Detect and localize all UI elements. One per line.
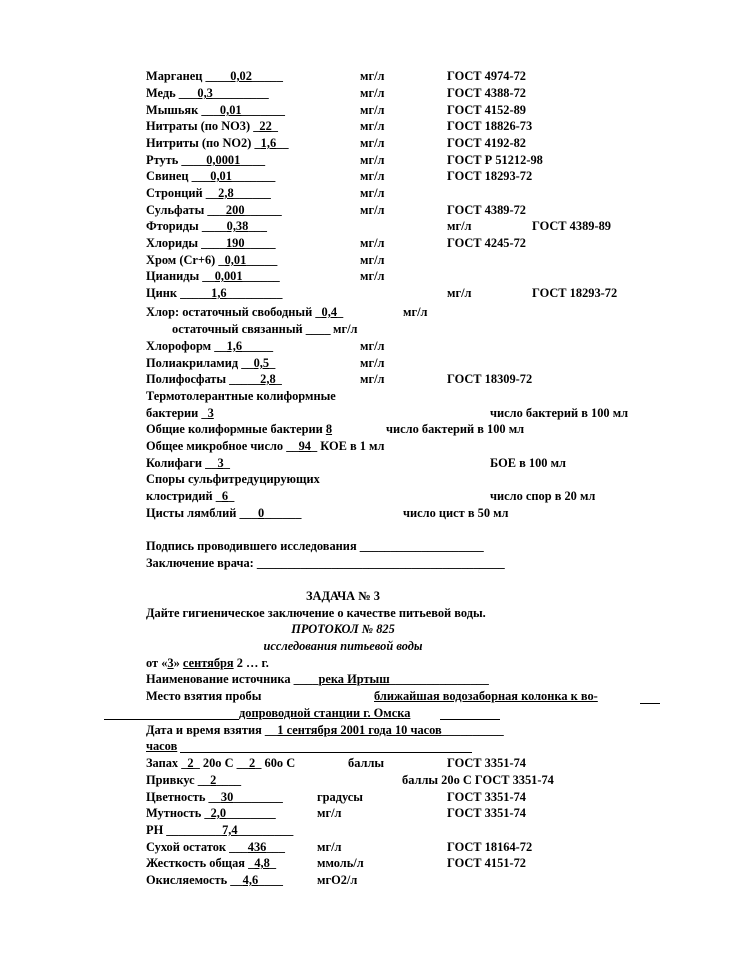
sample-datetime-cont: часов [146,739,178,753]
indicator-row: Нитраты (по NO3) _22_ [146,119,278,133]
indicator-unit: мг/л [360,372,385,386]
indicator-row: Сульфаты ___200______ [146,203,282,217]
hardness-row: Жесткость общая _4,8_ [146,856,277,870]
taste-unit: баллы 20о С ГОСТ 3351-74 [402,773,554,787]
indicator-row: Стронций __2,8______ [146,186,271,200]
spores-unit: число спор в 20 мл [490,489,596,503]
odor-unit: баллы [348,756,385,770]
indicator-unit: мг/л [360,86,385,100]
indicator-gost: ГОСТ 4152-89 [447,103,526,117]
indicator-gost: ГОСТ 4974-72 [447,69,526,83]
hardness-gost: ГОСТ 4151-72 [447,856,526,870]
indicator-gost: ГОСТ 4389-89 [532,219,611,233]
indicator-row: Мышьяк ___0,01_______ [146,103,285,117]
sample-place-value: ближайшая водозаборная колонка к во- [374,689,598,703]
indicator-unit: мг/л [360,169,385,183]
indicator-unit: мг/л [360,136,385,150]
indicator-row: Цинк _____1,6_________ [146,286,283,300]
indicator-unit: мг/л [447,219,472,233]
indicator-row: Хлороформ __1,6_____ [146,339,274,353]
turbidity-unit: мг/л [317,806,342,820]
indicator-row: Марганец ____0,02_____ [146,69,283,83]
sample-datetime-row: Дата и время взятия __1 сентября 2001 года 10 часов__________ [146,723,504,737]
total-coliform-row: Общие колиформные бактерии 8 [146,422,333,436]
oxidizability-unit: мгО2/л [317,873,358,887]
dry-residue-row: Сухой остаток ___436___ [146,840,285,854]
dry-residue-unit: мг/л [317,840,342,854]
indicator-row: Хлориды ____190_____ [146,236,276,250]
indicator-gost: ГОСТ Р 51212-98 [447,153,543,167]
total-coliform-unit: число бактерий в 100 мл [386,422,525,436]
sample-place-rule-start [104,719,239,720]
coliphage-row: Колифаги __3_ [146,456,230,470]
color-row: Цветность __30________ [146,790,283,804]
chlor-free-row: Хлор: остаточный свободный _0,4_ [146,305,344,319]
sample-place-rule-end [640,703,660,704]
dry-residue-gost: ГОСТ 18164-72 [447,840,533,854]
indicator-row: Фториды ____0,38___ [146,219,267,233]
spores-title: Споры сульфитредуцирующих [146,472,320,486]
indicator-gost: ГОСТ 18293-72 [532,286,618,300]
signature-label: Подпись проводившего исследования ____________________ [146,539,484,553]
indicator-gost: ГОСТ 18309-72 [447,372,533,386]
thermo-row: бактерии _3 [146,406,214,420]
indicator-gost: ГОСТ 4388-72 [447,86,526,100]
chlor-bound-unit: мг/л [333,322,358,336]
turbidity-row: Мутность _2,0________ [146,806,276,820]
indicator-row: Полифосфаты _____2,8_ [146,372,282,386]
sample-place-label: Место взятия пробы [146,689,262,703]
sample-place-rule-tail [440,719,500,720]
protocol-title: ПРОТОКОЛ № 825 [291,622,395,636]
indicator-row: Свинец ___0,01_______ [146,169,276,183]
sample-place-value-cont: допроводной станции г. Омска [239,706,411,720]
task-title: ЗАДАЧА № 3 [306,589,380,603]
indicator-unit: мг/л [447,286,472,300]
cysts-unit: число цист в 50 мл [403,506,509,520]
indicator-unit: мг/л [360,339,385,353]
color-gost: ГОСТ 3351-74 [447,790,526,804]
indicator-gost: ГОСТ 18293-72 [447,169,533,183]
thermo-unit: число бактерий в 100 мл [490,406,629,420]
indicator-row: Полиакриламид __0,5_ [146,356,276,370]
ph-row: PH _________7,4_________ [146,823,294,837]
task-instruction: Дайте гигиеническое заключение о качестве питьевой воды. [146,606,486,620]
indicator-row: Хром (Cr+6) _0,01_____ [146,253,278,267]
color-unit: градусы [317,790,363,804]
indicator-row: Цианиды __0,001______ [146,269,280,283]
indicator-row: Нитриты (по NO2) _1,6__ [146,136,289,150]
indicator-gost: ГОСТ 18826-73 [447,119,533,133]
thermo-title: Термотолерантные колиформные [146,389,336,403]
protocol-date: от «3» сентября 2 … г. [146,656,269,670]
indicator-unit: мг/л [360,269,385,283]
chlor-free-unit: мг/л [403,305,428,319]
spores-row: клостридий _6_ [146,489,235,503]
doctor-conclusion-label: Заключение врача: ________________________________________ [146,556,505,570]
hardness-unit: ммоль/л [317,856,364,870]
indicator-unit: мг/л [360,253,385,267]
chlor-bound-row: остаточный связанный ____ [172,322,331,336]
indicator-gost: ГОСТ 4192-82 [447,136,526,150]
indicator-unit: мг/л [360,119,385,133]
indicator-gost: ГОСТ 4389-72 [447,203,526,217]
source-row: Наименование источника ____река Иртыш________________ [146,672,489,686]
odor-row: Запах _2_ 20о С __2_ 60о С [146,756,296,770]
indicator-gost: ГОСТ 4245-72 [447,236,526,250]
indicator-unit: мг/л [360,236,385,250]
indicator-unit: мг/л [360,186,385,200]
indicator-unit: мг/л [360,203,385,217]
indicator-unit: мг/л [360,356,385,370]
indicator-unit: мг/л [360,69,385,83]
odor-gost: ГОСТ 3351-74 [447,756,526,770]
indicator-unit: мг/л [360,153,385,167]
taste-row: Привкус __2____ [146,773,242,787]
indicator-row: Медь ___0,3_________ [146,86,269,100]
cysts-row: Цисты лямблий ___0______ [146,506,302,520]
protocol-subtitle: исследования питьевой воды [263,639,423,653]
sample-datetime-rule [180,752,472,753]
turbidity-gost: ГОСТ 3351-74 [447,806,526,820]
coliphage-unit: БОЕ в 100 мл [490,456,566,470]
oxidizability-row: Окисляемость __4,6____ [146,873,283,887]
indicator-unit: мг/л [360,103,385,117]
microbial-row: Общее микробное число __94_ КОЕ в 1 мл [146,439,385,453]
indicator-row: Ртуть ____0,0001____ [146,153,266,167]
